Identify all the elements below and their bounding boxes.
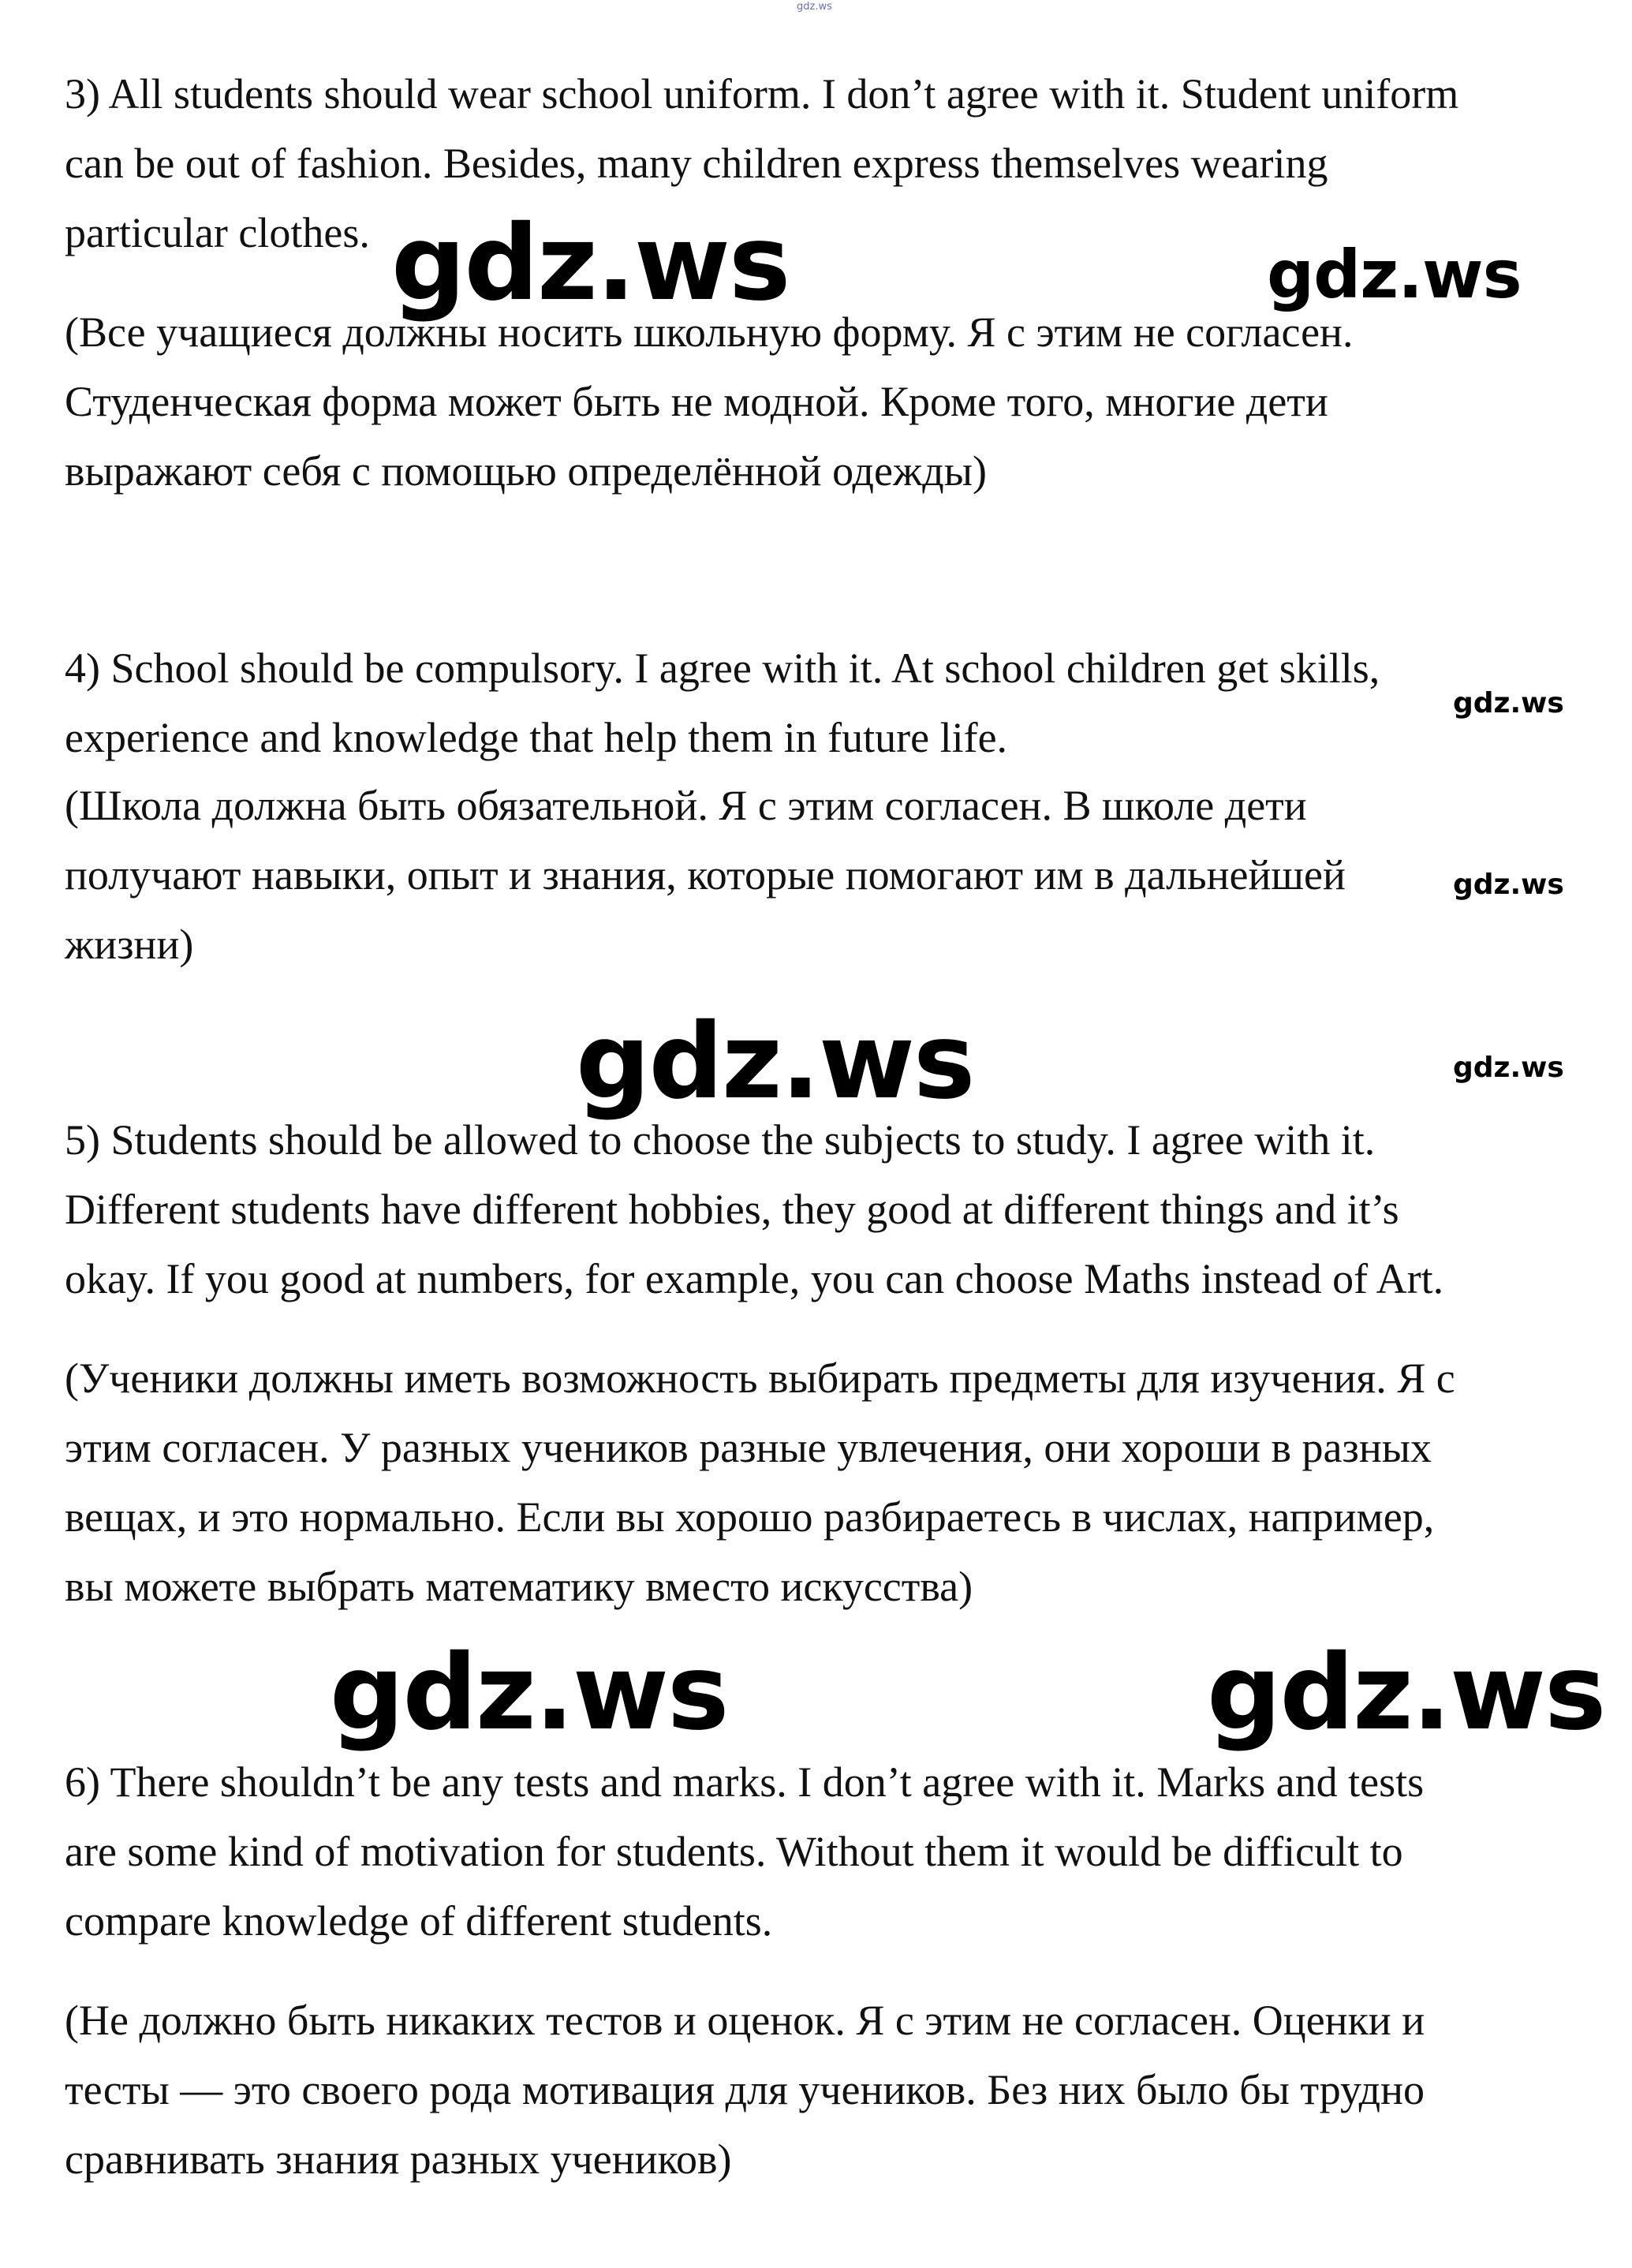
item5-en-line2: Different students have different hobbies, they good at different things and it’s	[65, 1186, 1399, 1233]
item3-ru-line3: выражают себя с помощью определённой одежды)	[65, 447, 988, 495]
watermark-6: gdz.ws	[1453, 1052, 1564, 1084]
item4-ru-line1: (Школа должна быть обязательной. Я с этим согласен. В школе дети	[65, 782, 1307, 829]
watermark-header: gdz.ws	[797, 1, 832, 13]
item6-en-line3: compare knowledge of different students.	[65, 1897, 773, 1945]
item3-en-line1: 3) All students should wear school uniform. I don’t agree with it. Student uniform	[65, 70, 1459, 118]
watermark-7: gdz.ws	[330, 1632, 728, 1754]
item6-en-line1: 6) There shouldn’t be any tests and marks. I don’t agree with it. Marks and tests	[65, 1758, 1425, 1806]
item4-en-line2: experience and knowledge that help them in future life.	[65, 714, 1008, 761]
item5-ru-line2: этим согласен. У разных учеников разные увлечения, они хороши в разных	[65, 1424, 1432, 1471]
watermark-8: gdz.ws	[1207, 1632, 1605, 1754]
watermark-5: gdz.ws	[576, 1001, 974, 1123]
item4-en-line1: 4) School should be compulsory. I agree with it. At school children get skills,	[65, 645, 1380, 692]
item6-ru-line3: сравнивать знания разных учеников)	[65, 2135, 732, 2183]
item4-ru-line2: получают навыки, опыт и знания, которые помогают им в дальнейшей	[65, 851, 1346, 899]
item4-ru-line3: жизни)	[65, 921, 194, 968]
item5-en-line3: okay. If you good at numbers, for example, you can choose Maths instead of Art.	[65, 1255, 1444, 1302]
item3-ru-line1: (Все учащиеся должны носить школьную форму. Я с этим не согласен.	[65, 308, 1354, 356]
item5-en-line1: 5) Students should be allowed to choose the subjects to study. I agree with it.	[65, 1116, 1376, 1164]
item6-ru-line1: (Не должно быть никаких тестов и оценок. Я с этим не согласен. Оценки и	[65, 1997, 1425, 2044]
item6-en-line2: are some kind of motivation for students. Without them it would be difficult to	[65, 1828, 1403, 1875]
item5-ru-line3: вещах, и это нормально. Если вы хорошо разбираетесь в числах, например,	[65, 1493, 1435, 1541]
item3-ru-line2: Студенческая форма может быть не модной. Кроме того, многие дети	[65, 378, 1328, 425]
item3-en-line2: can be out of fashion. Besides, many children express themselves wearing	[65, 140, 1328, 187]
item3-en-line3: particular clothes.	[65, 209, 370, 256]
item5-ru-line4: вы можете выбрать математику вместо искусства)	[65, 1563, 973, 1610]
watermark-1: gdz.ws	[391, 203, 790, 324]
watermark-2: gdz.ws	[1267, 236, 1522, 313]
watermark-4: gdz.ws	[1453, 869, 1564, 901]
watermark-3: gdz.ws	[1453, 687, 1564, 719]
item5-ru-line1: (Ученики должны иметь возможность выбирать предметы для изучения. Я с	[65, 1354, 1455, 1402]
item6-ru-line2: тесты — это своего рода мотивация для учеников. Без них было бы трудно	[65, 2066, 1425, 2113]
